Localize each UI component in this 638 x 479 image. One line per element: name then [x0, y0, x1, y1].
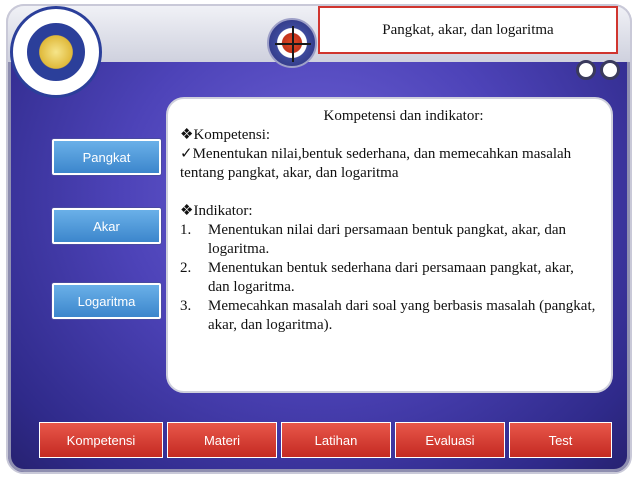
indikator-list [180, 221, 597, 335]
crosshair-target-icon [267, 18, 317, 68]
sidebar-item-akar[interactable] [52, 208, 161, 244]
nav-button-label: Evaluasi [425, 432, 475, 448]
list-item-text: Memecahkan masalah dari soal yang berbasis masalah (pangkat, akar, dan logaritma). [208, 298, 596, 333]
nav-button-label: Kompetensi [66, 432, 136, 448]
list-item [180, 259, 597, 297]
list-item-number: 3. [180, 298, 192, 314]
ring-decoration-icon [600, 60, 620, 80]
sidebar-item-label: Pangkat [82, 149, 131, 165]
sidebar-item-logaritma[interactable] [52, 283, 161, 319]
list-item-number: 1. [180, 222, 192, 238]
nav-button-label: Test [548, 432, 573, 448]
seal-emblem [25, 21, 87, 83]
ring-decoration-icon [576, 60, 596, 80]
kompetensi-label: ❖Kompetensi: [180, 127, 271, 143]
list-item-text: Menentukan bentuk sederhana dari persamaan pangkat, akar, dan logaritma. [208, 260, 574, 295]
sidebar-item-label: Logaritma [77, 293, 136, 309]
nav-test-button[interactable] [509, 422, 612, 458]
list-item-number: 2. [180, 260, 192, 276]
nav-evaluasi-button[interactable] [395, 422, 505, 458]
list-item [180, 297, 597, 335]
list-item-text: Menentukan nilai dari persamaan bentuk pangkat, akar, dan logaritma. [208, 222, 567, 257]
nav-latihan-button[interactable] [281, 422, 391, 458]
nav-button-label: Materi [203, 432, 241, 448]
nav-kompetensi-button[interactable] [39, 422, 163, 458]
sidebar-item-pangkat[interactable] [52, 139, 161, 175]
nav-button-label: Latihan [314, 432, 358, 448]
content-heading: Kompetensi dan indikator: [323, 108, 484, 124]
university-seal-icon [10, 6, 102, 98]
nav-materi-button[interactable] [167, 422, 277, 458]
page-title [318, 6, 618, 54]
list-item [180, 221, 597, 259]
sidebar-item-label: Akar [93, 218, 120, 234]
kompetensi-text: ✓Menentukan nilai,bentuk sederhana, dan memecahkan masalah tentang pangkat, akar, dan logaritma [180, 146, 572, 181]
page-title-text: Pangkat, akar, dan logaritma [382, 21, 554, 38]
indikator-label: ❖Indikator: [180, 203, 253, 219]
content-panel [166, 97, 613, 393]
